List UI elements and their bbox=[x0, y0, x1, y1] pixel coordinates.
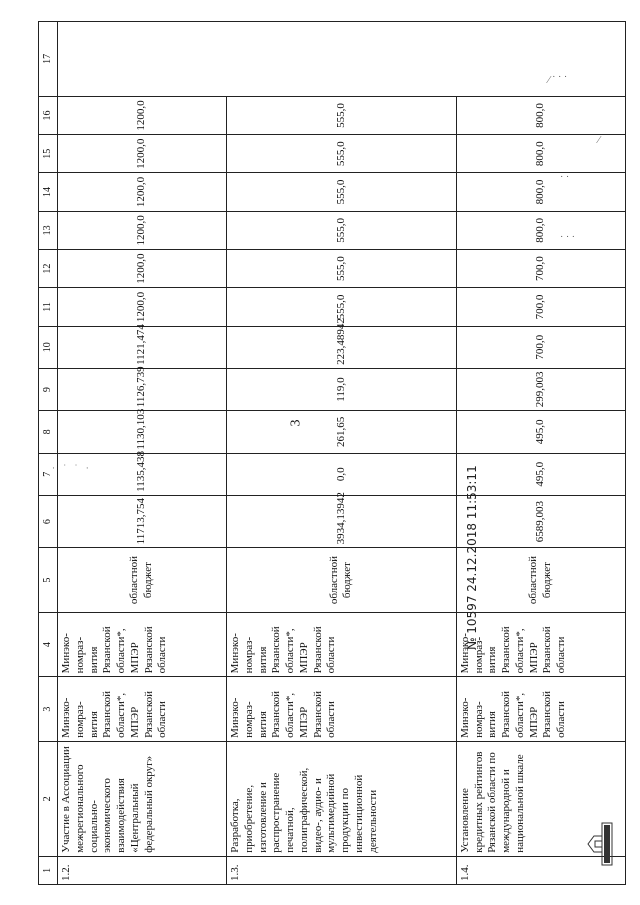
value-cell: 800,0 bbox=[456, 96, 625, 134]
header-row bbox=[39, 22, 58, 885]
value-cell: 555,0 bbox=[227, 249, 457, 287]
table-row bbox=[58, 22, 227, 885]
table-row bbox=[227, 22, 457, 885]
executor-cell: Минэко-номраз-вития Рязанской области*, МПЭР Рязанской области bbox=[227, 677, 457, 742]
row-number: 1.4. bbox=[456, 856, 625, 884]
funding-source: областной бюджет bbox=[456, 548, 625, 613]
header-cell: 10 bbox=[39, 326, 58, 368]
header-cell: 6 bbox=[39, 495, 58, 547]
value-cell: 800,0 bbox=[456, 173, 625, 211]
value-cell: 555,0 bbox=[227, 96, 457, 134]
rotated-table-page bbox=[38, 21, 626, 885]
header-cell: 5 bbox=[39, 548, 58, 613]
value-cell: 1121,474 bbox=[58, 326, 227, 368]
value-cell: 1126,739 bbox=[58, 368, 227, 410]
header-cell: 8 bbox=[39, 411, 58, 453]
activity-name: Участие в Ассоциации межрегионального социально-экономического взаимодействия «Центральный федеральный округ» bbox=[58, 741, 227, 856]
scan-marks: ˙ ˙ ˙ bbox=[560, 235, 575, 246]
header-cell: 12 bbox=[39, 249, 58, 287]
stamp-logo-icon bbox=[586, 822, 614, 866]
page-number: 3 bbox=[288, 419, 304, 427]
value-cell: 700,0 bbox=[456, 288, 625, 326]
value-cell: 555,0 bbox=[227, 173, 457, 211]
value-cell: 495,0 bbox=[456, 453, 625, 495]
row-number: 1.2. bbox=[58, 856, 227, 884]
executor-cell: Минэко-номраз-вития Рязанской области*, МПЭР Рязанской области bbox=[58, 612, 227, 677]
header-cell: 16 bbox=[39, 96, 58, 134]
value-cell: 1130,103 bbox=[58, 411, 227, 453]
header-cell: 14 bbox=[39, 173, 58, 211]
activity-name: Разработка, приобретение, изготовление и распространение печатной, полиграфической, видео-, аудио- и мультимедийной продукции по инвестиционной деятельности bbox=[227, 741, 457, 856]
header-cell: 9 bbox=[39, 368, 58, 410]
value-cell: 0,0 bbox=[227, 453, 457, 495]
header-cell: 4 bbox=[39, 612, 58, 677]
value-cell: 495,0 bbox=[456, 411, 625, 453]
header-cell: 1 bbox=[39, 856, 58, 884]
value-cell: 11713,754 bbox=[58, 495, 227, 547]
value-cell: 555,0 bbox=[227, 288, 457, 326]
scan-marks: ⁄ ˙ ˙ ˙ bbox=[548, 75, 568, 86]
scan-marks: ˙ ˙ bbox=[560, 175, 570, 186]
value-cell: 700,0 bbox=[456, 249, 625, 287]
notes-cell bbox=[58, 22, 626, 97]
value-cell: 1200,0 bbox=[58, 135, 227, 173]
value-cell: 299,003 bbox=[456, 368, 625, 410]
value-cell: 555,0 bbox=[227, 135, 457, 173]
funding-source: областной бюджет bbox=[58, 548, 227, 613]
header-cell: 17 bbox=[39, 22, 58, 97]
value-cell: 1200,0 bbox=[58, 211, 227, 249]
row-number: 1.3. bbox=[227, 856, 457, 884]
funding-source: областной бюджет bbox=[227, 548, 457, 613]
value-cell: 119,0 bbox=[227, 368, 457, 410]
value-cell: 1135,438 bbox=[58, 453, 227, 495]
program-table bbox=[38, 21, 626, 885]
value-cell: 800,0 bbox=[456, 135, 625, 173]
value-cell: 3934,13942 bbox=[227, 495, 457, 547]
header-cell: 2 bbox=[39, 741, 58, 856]
value-cell: 1200,0 bbox=[58, 173, 227, 211]
value-cell: 6589,003 bbox=[456, 495, 625, 547]
header-cell: 11 bbox=[39, 288, 58, 326]
value-cell: 1200,0 bbox=[58, 249, 227, 287]
executor-cell: Минэко-номраз-вития Рязанской области*, МПЭР Рязанской области bbox=[456, 677, 625, 742]
registration-footer: № 10597 24.12.2018 11:53:11 bbox=[465, 465, 479, 650]
activity-name: Установление кредитных рейтингов Рязанской области по международной и национальной шкале bbox=[456, 741, 625, 856]
value-cell: 555,0 bbox=[227, 211, 457, 249]
table-row bbox=[456, 22, 625, 885]
value-cell: 700,0 bbox=[456, 326, 625, 368]
executor-cell: Минэко-номраз-вития Рязанской области*, МПЭР Рязанской области bbox=[227, 612, 457, 677]
header-cell: 3 bbox=[39, 677, 58, 742]
value-cell: 223,48942 bbox=[227, 326, 457, 368]
value-cell: 1200,0 bbox=[58, 288, 227, 326]
value-cell: 261,65 bbox=[227, 411, 457, 453]
header-cell: 13 bbox=[39, 211, 58, 249]
value-cell: 1200,0 bbox=[58, 96, 227, 134]
scan-marks: ⁄ bbox=[598, 135, 600, 146]
executor-cell: Минэко-номраз-вития Рязанской области*, МПЭР Рязанской области bbox=[58, 677, 227, 742]
executor-cell: Минэко-номраз-вития Рязанской области*, МПЭР Рязанской области bbox=[456, 612, 625, 677]
scan-artifact: · ˙ ˙ · bbox=[52, 463, 92, 473]
header-cell: 15 bbox=[39, 135, 58, 173]
header-cell: 7 bbox=[39, 453, 58, 495]
value-cell: 800,0 bbox=[456, 211, 625, 249]
